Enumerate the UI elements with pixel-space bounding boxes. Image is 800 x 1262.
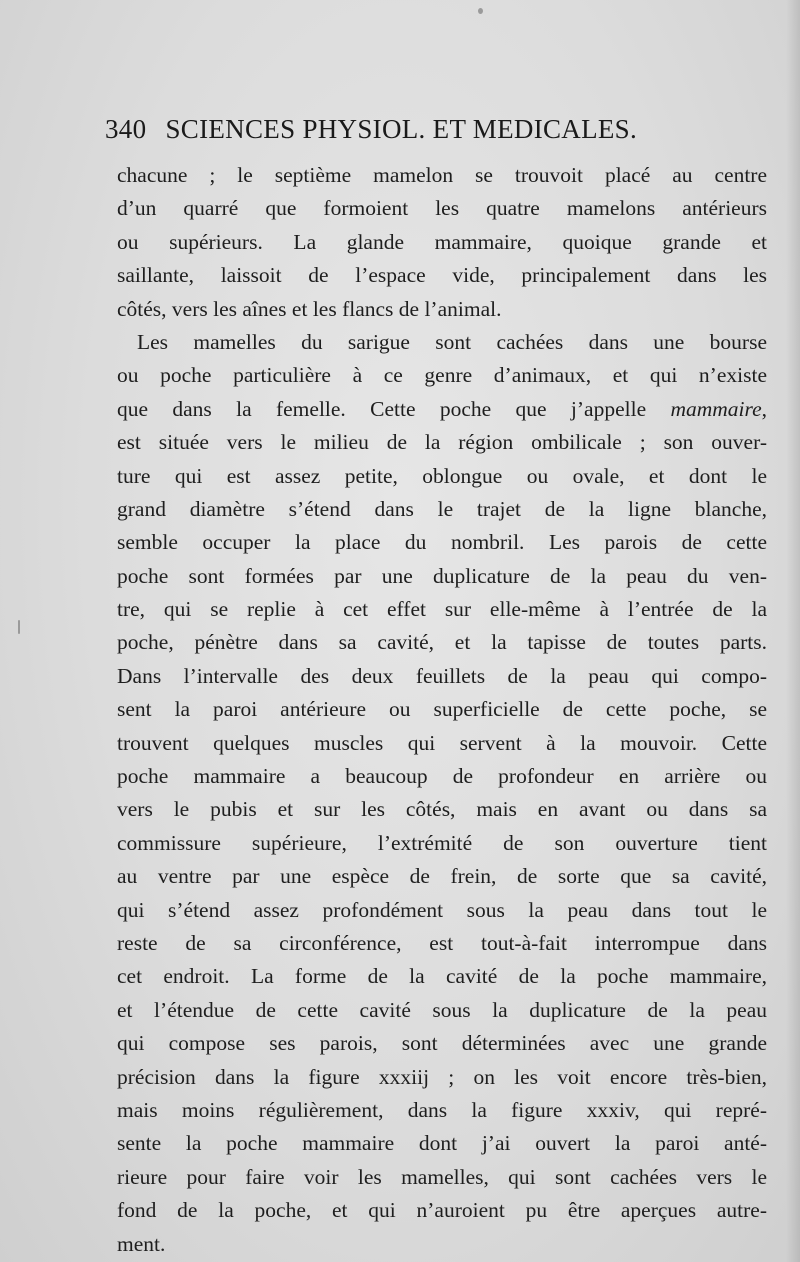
page-number: 340 [105,114,147,144]
ink-speck [478,8,483,14]
running-head: SCIENCES PHYSIOL. ET MEDICALES. [165,114,638,144]
text-line: ou supérieurs. La glande mammaire, quoique grande et [117,229,767,254]
text-line: grand diamètre s’étend dans le trajet de la ligne blanche, [117,496,767,521]
text-line: ment. [117,1231,166,1256]
text-line: qui s’étend assez profondément sous la peau dans tout le [117,897,767,922]
text-line: sent la paroi antérieure ou superficielle de cette poche, se [117,697,767,722]
text-line: fond de la poche, et qui n’auroient pu être aperçues autre- [117,1198,767,1223]
text-line: au ventre par une espèce de frein, de sorte que sa cavité, [117,864,767,889]
text-line: poche, pénètre dans sa cavité, et la tapisse de toutes parts. [117,630,767,655]
text-line: commissure supérieure, l’extrémité de son ouverture tient [117,830,767,855]
body-text [117,159,767,1261]
page-edge-shadow [786,0,800,1262]
text-line: rieure pour faire voir les mamelles, qui sont cachées vers le [117,1164,767,1189]
text-line: ture qui est assez petite, oblongue ou ovale, et dont le [117,463,767,488]
text-line: Les mamelles du sarigue sont cachées dans une bourse [137,329,767,354]
text-line: qui compose ses parois, sont déterminées avec une grande [117,1031,767,1056]
ink-speck [18,620,20,634]
text-line: poche mammaire a beaucoup de profondeur en arrière ou [117,764,767,789]
text-line: poche sont formées par une duplicature de la peau du ven- [117,563,767,588]
text-line: semble occuper la place du nombril. Les parois de cette [117,530,767,555]
text-line: vers le pubis et sur les côtés, mais en avant ou dans sa [117,797,767,822]
text-line: ou poche particulière à ce genre d’animaux, et qui n’existe [117,363,767,388]
page-header [105,114,705,150]
text-line: que dans la femelle. Cette poche que j’appelle mammaire, [117,396,767,421]
text-line: trouvent quelques muscles qui servent à la mouvoir. Cette [117,730,767,755]
text-line: cet endroit. La forme de la cavité de la poche mammaire, [117,964,767,989]
text-line: côtés, vers les aînes et les flancs de l’animal. [117,296,502,321]
text-line: reste de sa circonférence, est tout-à-fait interrompue dans [117,930,767,955]
text-line: Dans l’intervalle des deux feuillets de la peau qui compo- [117,663,767,688]
text-line: est située vers le milieu de la région ombilicale ; son ouver- [117,430,767,455]
text-line: sente la poche mammaire dont j’ai ouvert la paroi anté- [117,1131,767,1156]
text-line: mais moins régulièrement, dans la figure xxxiv, qui repré- [117,1097,767,1122]
text-line: précision dans la figure xxxiij ; on les voit encore très-bien, [117,1064,767,1089]
text-line: tre, qui se replie à cet effet sur elle-même à l’entrée de la [117,597,767,622]
text-line: d’un quarré que formoient les quatre mamelons antérieurs [117,196,767,221]
text-line: saillante, laissoit de l’espace vide, principalement dans les [117,263,767,288]
text-line: chacune ; le septième mamelon se trouvoit placé au centre [117,163,767,187]
text-line: et l’étendue de cette cavité sous la duplicature de la peau [117,997,767,1022]
